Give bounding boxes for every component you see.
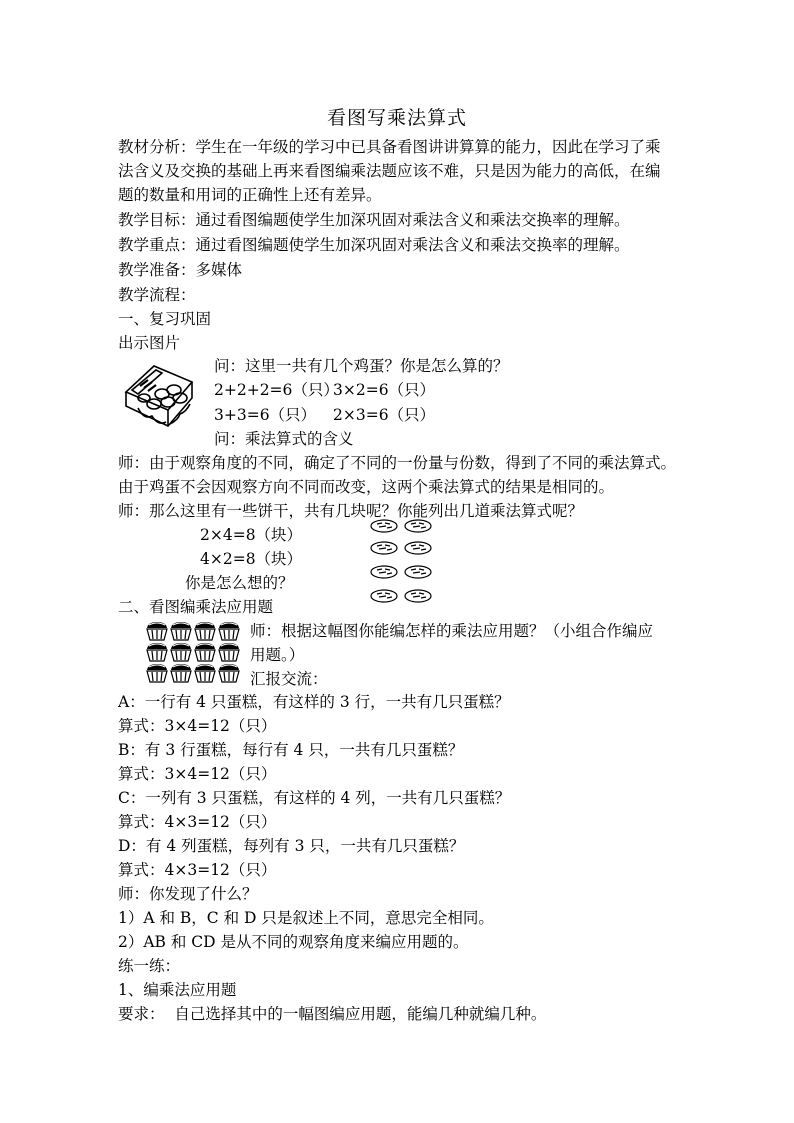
section-1-heading: 一、复习巩固 bbox=[118, 310, 212, 328]
problem-d: D：有 4 列蛋糕，每列有 3 只，一共有几只蛋糕？ bbox=[118, 837, 465, 855]
problem-d-equation: 算式：4×3=12（只） bbox=[118, 861, 277, 879]
show-picture: 出示图片 bbox=[118, 334, 181, 352]
problem-b: B：有 3 行蛋糕，每行有 4 只，一共有几只蛋糕？ bbox=[118, 741, 464, 759]
teacher-remark-1b: 由于鸡蛋不会因观察方向不同而改变，这两个乘法算式的结果是相同的。 bbox=[118, 478, 615, 496]
problem-b-equation: 算式：3×4=12（只） bbox=[118, 765, 277, 783]
practice-requirement: 要求： 自己选择其中的一幅图编应用题，能编几种就编几种。 bbox=[118, 1005, 547, 1023]
problem-a: A：一行有 4 只蛋糕，有这样的 3 行，一共有几只蛋糕？ bbox=[118, 693, 510, 711]
finding-2: 2）AB 和 CD 是从不同的观察角度来编应用题的。 bbox=[118, 933, 469, 951]
practice-item-1: 1、编乘法应用题 bbox=[118, 981, 237, 999]
teacher-discover: 师：你发现了什么？ bbox=[118, 885, 258, 903]
equation-addition-2: 3+3=6（只） bbox=[214, 406, 317, 424]
section-2-heading: 二、看图编乘法应用题 bbox=[118, 598, 274, 616]
question-meaning: 问：乘法算式的含义 bbox=[214, 430, 354, 448]
finding-1: 1）A 和 B，C 和 D 只是叙述上不同，意思完全相同。 bbox=[118, 909, 494, 927]
equation-addition-1: 2+2+2=6（只） bbox=[214, 381, 339, 399]
equation-biscuits-1: 2×4=8（块） bbox=[200, 526, 303, 544]
question-eggs: 问：这里一共有几个鸡蛋？你是怎么算的？ bbox=[214, 357, 509, 375]
equation-biscuits-2: 4×2=8（块） bbox=[200, 550, 303, 568]
analysis-line-1: 教材分析：学生在一年级的学习中已具备看图讲讲算算的能力，因此在学习了乘 bbox=[118, 138, 661, 156]
analysis-line-3: 题的数量和用词的正确性上还有差异。 bbox=[118, 186, 382, 204]
equation-multiply-1: 3×2=6（只） bbox=[333, 381, 436, 399]
teaching-focus: 教学重点：通过看图编题使学生加深巩固对乘法含义和乘法交换率的理解。 bbox=[118, 236, 630, 254]
teaching-prep: 教学准备：多媒体 bbox=[118, 261, 243, 279]
biscuits-icon bbox=[368, 516, 438, 606]
report-exchange: 汇报交流： bbox=[250, 670, 328, 688]
cupcakes-icon bbox=[146, 622, 240, 684]
teaching-goal: 教学目标：通过看图编题使学生加深巩固对乘法含义和乘法交换率的理解。 bbox=[118, 211, 630, 229]
equation-multiply-2: 2×3=6（只） bbox=[333, 406, 436, 424]
teacher-remark-1: 师：由于观察角度的不同，确定了不同的一份量与份数，得到了不同的乘法算式。 bbox=[118, 454, 677, 472]
teacher-remark-2: 师：那么这里有一些饼干，共有几块呢？你能列出几道乘法算式呢？ bbox=[118, 502, 584, 520]
teacher-remark-3b: 用题。） bbox=[250, 646, 305, 664]
teacher-remark-3a: 师：根据这幅图你能编怎样的乘法应用题？（小组合作编应 bbox=[250, 622, 654, 640]
page-title: 看图写乘法算式 bbox=[326, 107, 467, 129]
teaching-flow: 教学流程： bbox=[118, 286, 196, 304]
analysis-line-2: 法含义及交换的基础上再来看图编乘法题应该不难，只是因为能力的高低，在编 bbox=[118, 162, 661, 180]
problem-c-equation: 算式：4×3=12（只） bbox=[118, 813, 277, 831]
practice-heading: 练一练： bbox=[118, 957, 181, 975]
problem-a-equation: 算式：3×4=12（只） bbox=[118, 717, 277, 735]
problem-c: C：一列有 3 只蛋糕，有这样的 4 列，一共有几只蛋糕？ bbox=[118, 789, 511, 807]
how-think: 你是怎么想的？ bbox=[185, 574, 294, 592]
egg-carton-icon bbox=[118, 360, 200, 440]
